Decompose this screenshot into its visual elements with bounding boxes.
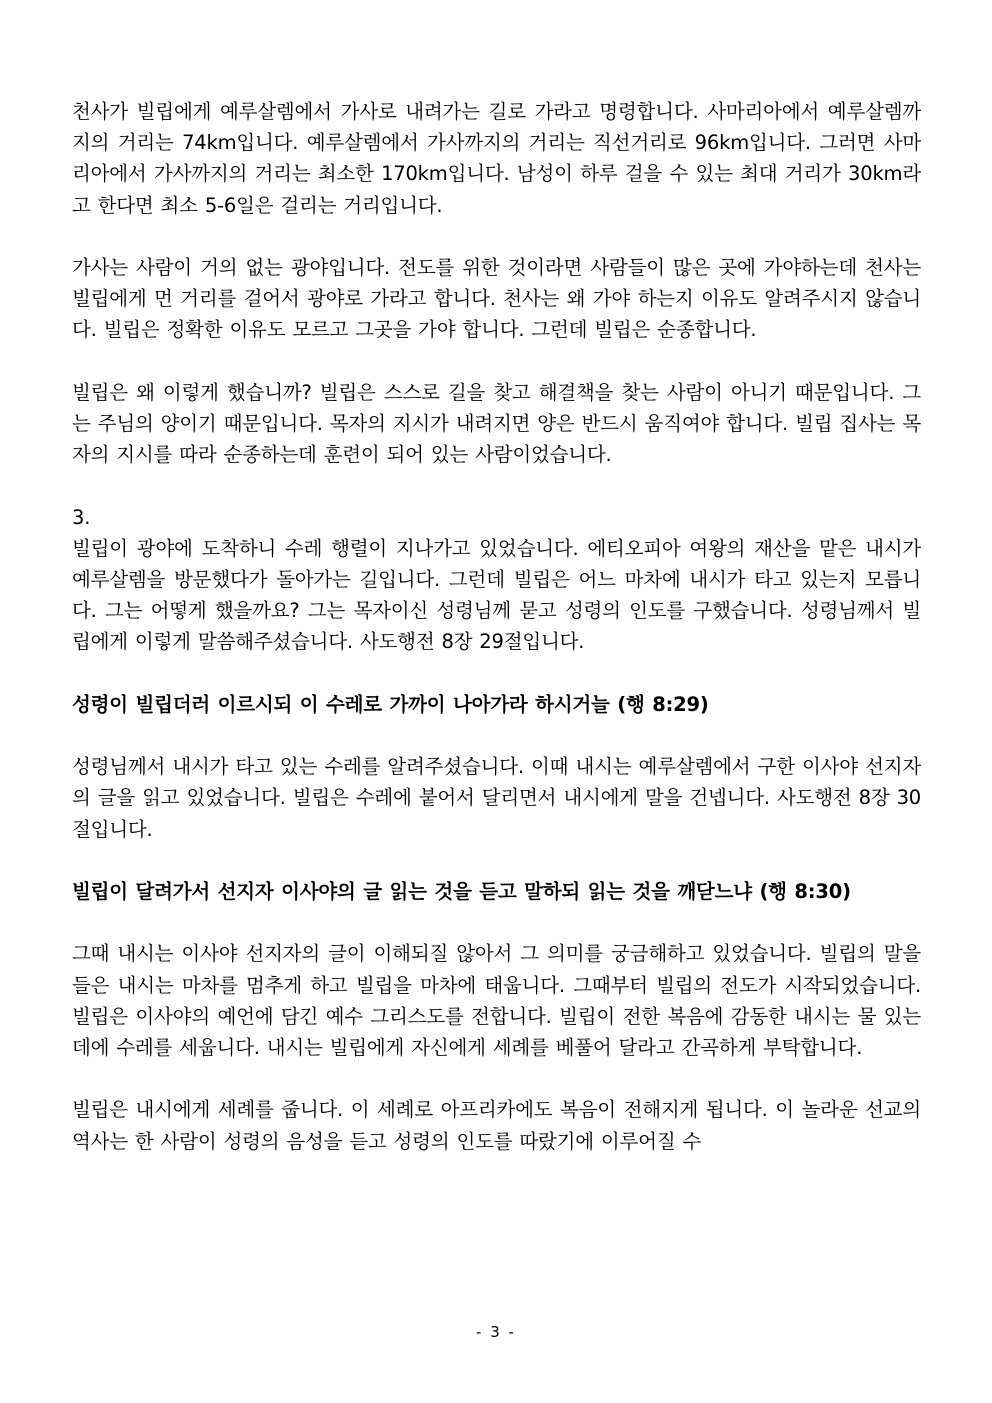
- paragraph: 성령님께서 내시가 타고 있는 수레를 알려주셨습니다. 이때 내시는 예루살렘에서 구한 이사야 선지자의 글을 읽고 있었습니다. 빌립은 수레에 붙어서 달리면서 내시에게 말을 건넵니다. 사도행전 8장 30절입니다.: [72, 755, 921, 841]
- section-number: 3.: [72, 505, 91, 529]
- scripture-quote: 성령이 빌립더러 이르시되 이 수레로 가까이 나아가라 하시거늘 (행 8:29): [72, 692, 709, 716]
- document-body: [72, 96, 921, 1188]
- paragraph: 빌립은 왜 이렇게 했습니까? 빌립은 스스로 길을 찾고 해결책을 찾는 사람이 아니기 때문입니다. 그는 주님의 양이기 때문입니다. 목자의 지시가 내려지면 양은 반드시 움직여야 합니다. 빌립 집사는 목자의 지시를 따라 순종하는데 훈련이 되어 있는 사람이었습니다.: [72, 380, 921, 467]
- scripture-quote: 빌립이 달려가서 선지자 이사야의 글 읽는 것을 듣고 말하되 읽는 것을 깨닫느냐 (행 8:30): [72, 879, 851, 903]
- paragraph: 빌립이 광야에 도착하니 수레 행렬이 지나가고 있었습니다. 에티오피아 여왕의 재산을 맡은 내시가 예루살렘을 방문했다가 돌아가는 길입니다. 그런데 빌립은 어느 마차에 내시가 타고 있는지 모릅니다. 그는 어떻게 했을까요? 그는 목자이신 성령님께 묻고 성령의 인도를 구했습니다. 성령님께서 빌립에게 이렇게 말씀해주셨습니다. 사도행전 8장 29절입니다.: [72, 536, 921, 654]
- page-number: - 3 -: [476, 1323, 516, 1341]
- paragraph: 가사는 사람이 거의 없는 광야입니다. 전도를 위한 것이라면 사람들이 많은 곳에 가야하는데 천사는 빌립에게 먼 거리를 걸어서 광야로 가라고 합니다. 천사는 왜 가야 하는지 이유도 알려주시지 않습니다. 빌립은 정확한 이유도 모르고 그곳을 가야 합니다. 그런데 빌립은 순종합니다.: [72, 256, 921, 342]
- paragraph: 그때 내시는 이사야 선지자의 글이 이해되질 않아서 그 의미를 궁금해하고 있었습니다. 빌립의 말을 들은 내시는 마차를 멈추게 하고 빌립을 마차에 태웁니다. 그때부터 빌립의 전도가 시작되었습니다. 빌립은 이사야의 예언에 담긴 예수 그리스도를 전합니다. 빌립이 전한 복음에 감동한 내시는 물 있는 데에 수레를 세웁니다. 내시는 빌립에게 자신에게 세례를 베풀어 달라고 간곡하게 부탁합니다.: [72, 942, 921, 1059]
- paragraph: 천사가 빌립에게 예루살렘에서 가사로 내려가는 길로 가라고 명령합니다. 사마리아에서 예루살렘까지의 거리는 74km입니다. 예루살렘에서 가사까지의 거리는 직선거리로 96km입니다. 그러면 사마리아에서 가사까지의 거리는 최소한 170km입니다. 남성이 하루 걸을 수 있는 최대 거리가 30km라고 한다면 최소 5-6일은 걸리는 거리입니다.: [72, 100, 921, 217]
- paragraph: 빌립은 내시에게 세례를 줍니다. 이 세례로 아프리카에도 복음이 전해지게 됩니다. 이 놀라운 선교의 역사는 한 사람이 성령의 음성을 듣고 성령의 인도를 따랐기에 이루어질 수: [72, 1098, 921, 1153]
